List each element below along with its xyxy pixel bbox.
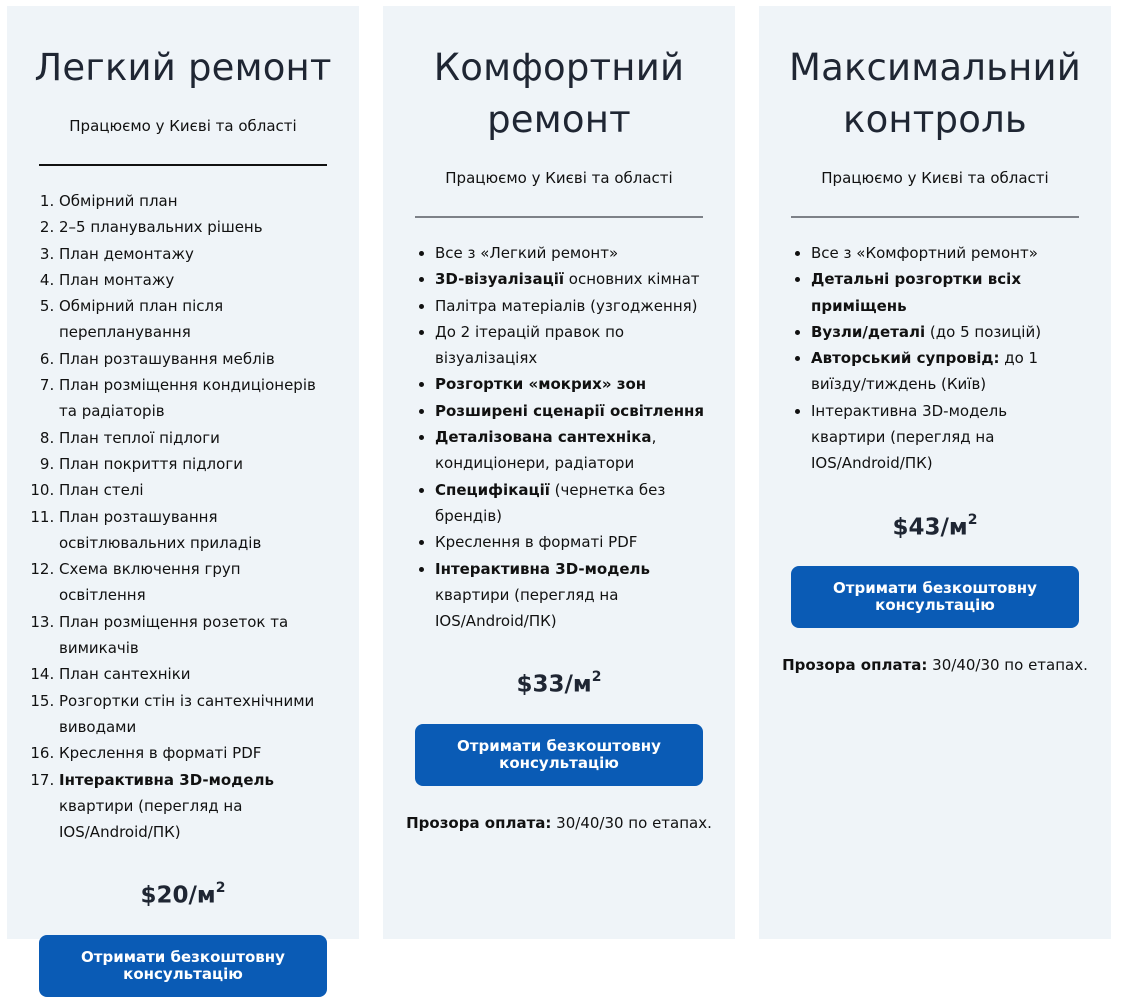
get-free-consultation-button[interactable]: Отримати безкоштовну консультацію bbox=[791, 566, 1079, 628]
feature-item-text: План розміщення кондиціонерів та радіаторів bbox=[59, 376, 316, 421]
feature-item-bold: Інтерактивна 3D-модель bbox=[59, 770, 274, 789]
feature-item bbox=[59, 188, 331, 214]
feature-item-bold: Детальні розгортки всіх приміщень bbox=[811, 270, 1021, 315]
feature-item-text: План сантехніки bbox=[59, 665, 191, 684]
divider bbox=[415, 216, 703, 218]
feature-item bbox=[59, 293, 331, 346]
feature-item bbox=[59, 451, 331, 477]
pricing-card-max-control bbox=[759, 6, 1111, 939]
feature-item bbox=[811, 345, 1083, 398]
feature-item-text: 2–5 планувальних рішень bbox=[59, 218, 263, 237]
price-value: $20/м bbox=[140, 883, 216, 910]
feature-item bbox=[59, 504, 331, 557]
feature-item-bold: Специфікації bbox=[435, 480, 550, 499]
feature-item-text: До 2 ітерацій правок по візуалізаціях bbox=[435, 322, 625, 368]
feature-item-text: (чернетка без брендів) bbox=[435, 480, 666, 525]
feature-item-bold: Авторський супровід: bbox=[811, 349, 1000, 368]
feature-item-text: Креслення в форматі PDF bbox=[59, 744, 262, 763]
feature-item-text: Обмірний план після перепланування bbox=[59, 297, 224, 342]
feature-item-text: Все з «Комфортний ремонт» bbox=[811, 244, 1038, 262]
feature-item-bold: Деталізована сантехніка bbox=[435, 428, 652, 447]
feature-item-text: , кондиціонери, радіатори bbox=[435, 428, 657, 473]
feature-item bbox=[59, 267, 331, 293]
divider bbox=[39, 164, 327, 166]
payment-note-label: Прозора оплата: bbox=[782, 656, 928, 675]
feature-item bbox=[435, 556, 707, 635]
feature-item bbox=[59, 740, 331, 766]
price bbox=[7, 875, 359, 911]
feature-item bbox=[435, 319, 707, 372]
feature-item-bold: Інтерактивна 3D-модель bbox=[435, 559, 650, 578]
feature-item bbox=[435, 266, 707, 292]
payment-note bbox=[759, 656, 1111, 674]
payment-note bbox=[383, 814, 735, 832]
feature-item-text: квартири (перегляд на IOS/Android/ПК) bbox=[435, 585, 619, 631]
feature-item-text: основних кімнат bbox=[564, 270, 700, 289]
feature-item-text: План покриття підлоги bbox=[59, 454, 243, 473]
card-title: Легкий ремонт bbox=[34, 46, 332, 89]
pricing-card-easy bbox=[7, 6, 359, 984]
feature-item-text: Розгортки стін із сантехнічними виводами bbox=[59, 691, 315, 736]
feature-item-text: План демонтажу bbox=[59, 244, 194, 263]
pricing-card-comfort bbox=[383, 6, 735, 939]
feature-item-text: до 1 виїзду/тиждень (Київ) bbox=[811, 349, 1039, 394]
feature-item bbox=[811, 398, 1083, 477]
payment-note-text: 30/40/30 по етапах. bbox=[927, 656, 1088, 675]
feature-item-text: План розміщення розеток та вимикачів bbox=[59, 612, 289, 658]
feature-item bbox=[59, 661, 331, 687]
feature-list bbox=[383, 240, 735, 634]
feature-item-bold: 3D-візуалізації bbox=[435, 270, 565, 289]
feature-item bbox=[435, 371, 707, 397]
get-free-consultation-button[interactable]: Отримати безкоштовну консультацію bbox=[415, 724, 703, 786]
feature-item bbox=[59, 241, 331, 267]
feature-item-text: План стелі bbox=[59, 481, 144, 500]
feature-item bbox=[59, 425, 331, 451]
card-subtitle: Працюємо у Києві та області bbox=[69, 117, 297, 135]
price-value: $43/м bbox=[892, 514, 968, 541]
feature-item bbox=[59, 609, 331, 662]
feature-item bbox=[59, 477, 331, 503]
divider bbox=[791, 216, 1079, 218]
feature-item bbox=[435, 477, 707, 530]
get-free-consultation-button[interactable]: Отримати безкоштовну консультацію bbox=[39, 935, 327, 997]
feature-item bbox=[435, 398, 707, 424]
feature-item-text: Схема включення груп освітлення bbox=[59, 560, 241, 605]
feature-item bbox=[435, 293, 707, 319]
feature-item bbox=[59, 688, 331, 741]
feature-item-text: Обмірний план bbox=[59, 192, 178, 210]
feature-item-text: План монтажу bbox=[59, 270, 175, 289]
price-unit-superscript: 2 bbox=[967, 511, 978, 528]
feature-item-bold: Вузли/деталі bbox=[811, 322, 926, 341]
feature-item bbox=[435, 424, 707, 477]
price bbox=[383, 664, 735, 700]
card-title: Комфортний ремонт bbox=[433, 46, 685, 141]
feature-list bbox=[759, 240, 1111, 477]
payment-note-label: Прозора оплата: bbox=[406, 814, 552, 833]
feature-item-text: Інтерактивна 3D-модель квартири (перегляд на IOS/Android/ПК) bbox=[811, 401, 1008, 473]
feature-item-bold: Розгортки «мокрих» зон bbox=[435, 375, 647, 394]
feature-item bbox=[435, 240, 707, 266]
feature-item bbox=[59, 556, 331, 609]
feature-item-text: План розташування освітлювальних приладів bbox=[59, 507, 262, 552]
price bbox=[759, 507, 1111, 543]
feature-item bbox=[59, 346, 331, 372]
feature-item-text: квартири (перегляд на IOS/Android/ПК) bbox=[59, 796, 243, 842]
price-unit-superscript: 2 bbox=[215, 880, 226, 897]
price-value: $33/м bbox=[516, 672, 592, 699]
feature-item-text: Креслення в форматі PDF bbox=[435, 533, 638, 552]
feature-item-text: План розташування меблів bbox=[59, 349, 275, 368]
feature-item bbox=[59, 372, 331, 425]
feature-item-bold: Розширені сценарії освітлення bbox=[435, 401, 705, 420]
card-title: Максимальний контроль bbox=[788, 46, 1082, 141]
payment-note-text: 30/40/30 по етапах. bbox=[551, 814, 712, 833]
feature-item bbox=[435, 529, 707, 555]
feature-item-text: (до 5 позицій) bbox=[925, 322, 1042, 341]
feature-item-text: Палітра матеріалів (узгодження) bbox=[435, 296, 698, 315]
feature-item-text: Все з «Легкий ремонт» bbox=[435, 244, 619, 262]
feature-item-text: План теплої підлоги bbox=[59, 428, 220, 447]
card-subtitle: Працюємо у Києві та області bbox=[821, 169, 1049, 187]
price-unit-superscript: 2 bbox=[591, 669, 602, 686]
feature-item bbox=[59, 767, 331, 846]
feature-item bbox=[59, 214, 331, 240]
feature-item bbox=[811, 319, 1083, 345]
feature-item bbox=[811, 266, 1083, 319]
feature-item bbox=[811, 240, 1083, 266]
feature-list bbox=[7, 188, 359, 845]
card-subtitle: Працюємо у Києві та області bbox=[445, 169, 673, 187]
